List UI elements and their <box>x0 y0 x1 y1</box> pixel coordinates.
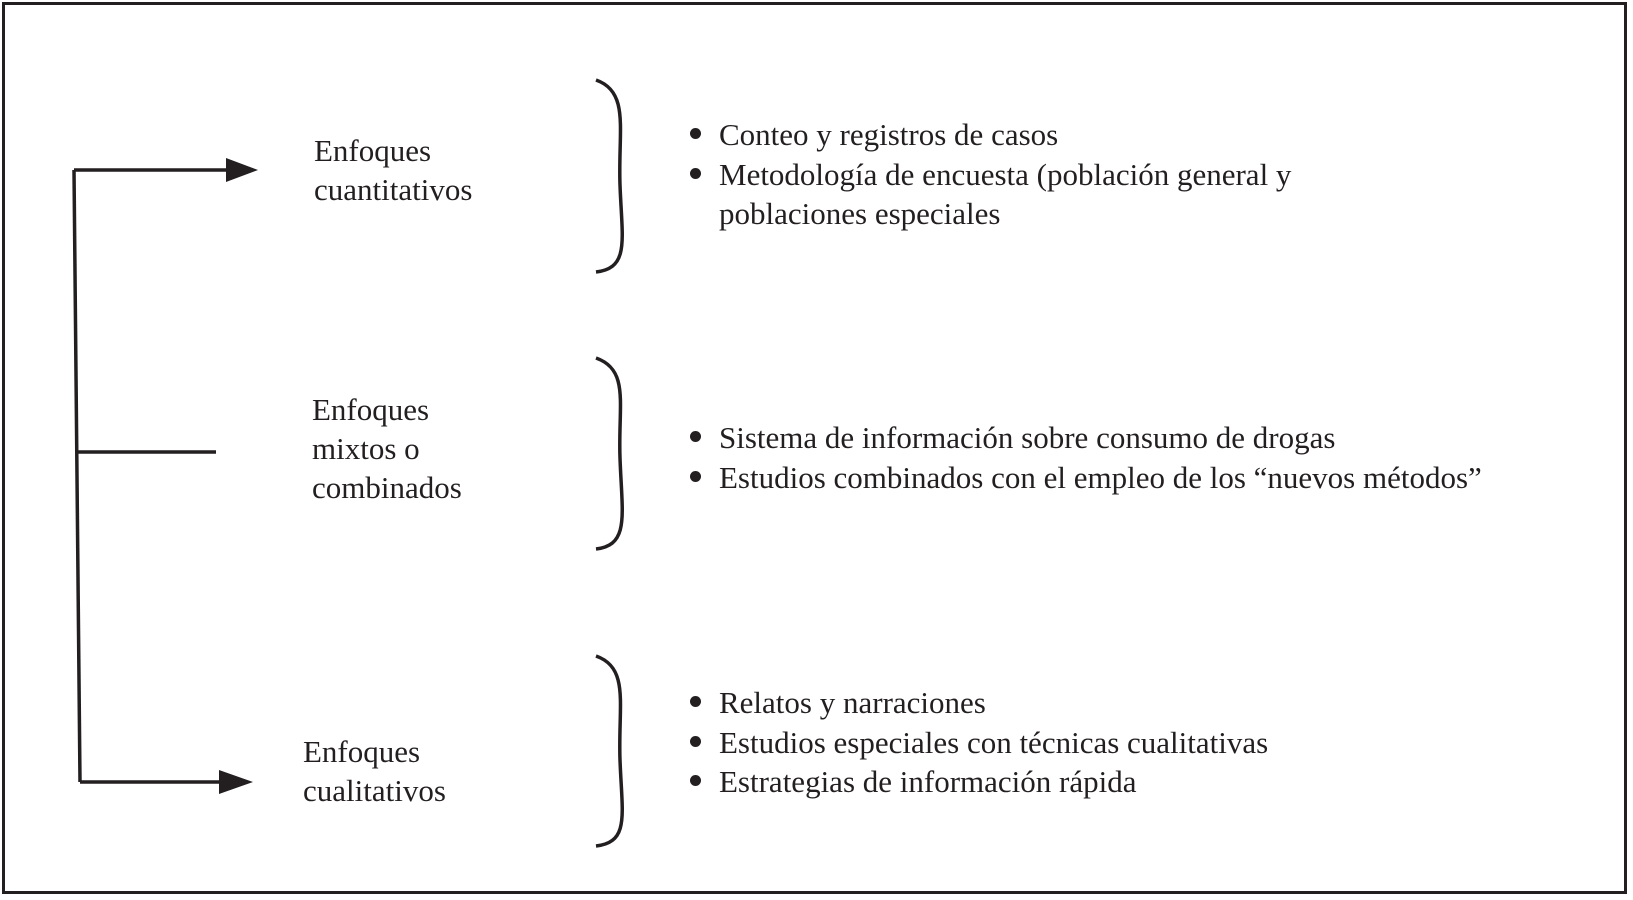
label-line: Enfoques <box>312 392 430 427</box>
brace-mixed <box>596 358 622 549</box>
label-quantitative <box>314 131 472 209</box>
label-line: cuantitativos <box>314 172 473 207</box>
list-item: Estudios combinados con el empleo de los “nuevos métodos” <box>688 458 1482 498</box>
label-mixed <box>312 390 462 507</box>
list-qualitative <box>688 683 1268 802</box>
list-quantitative <box>688 115 1291 234</box>
list-item: Conteo y registros de casos <box>688 115 1291 155</box>
label-line: cualitativos <box>303 773 446 808</box>
label-line: combinados <box>312 470 462 505</box>
list-item: Estrategias de información rápida <box>688 762 1268 802</box>
brace-qualitative <box>596 656 622 846</box>
label-line: Enfoques <box>303 734 421 769</box>
list-item-continuation: poblaciones especiales <box>719 196 1001 231</box>
list-mixed <box>688 418 1482 497</box>
label-line: mixtos o <box>312 431 420 466</box>
arrowhead-quantitative-icon <box>226 158 258 182</box>
list-item: Estudios especiales con técnicas cualitativas <box>688 723 1268 763</box>
arrowhead-qualitative-icon <box>219 770 253 794</box>
label-line: Enfoques <box>314 133 432 168</box>
list-item: Metodología de encuesta (población general y <box>688 155 1291 195</box>
list-item: Relatos y narraciones <box>688 683 1268 723</box>
trunk-line <box>74 170 80 782</box>
list-item: Sistema de información sobre consumo de drogas <box>688 418 1482 458</box>
brace-quantitative <box>596 80 622 272</box>
label-qualitative <box>303 732 446 810</box>
